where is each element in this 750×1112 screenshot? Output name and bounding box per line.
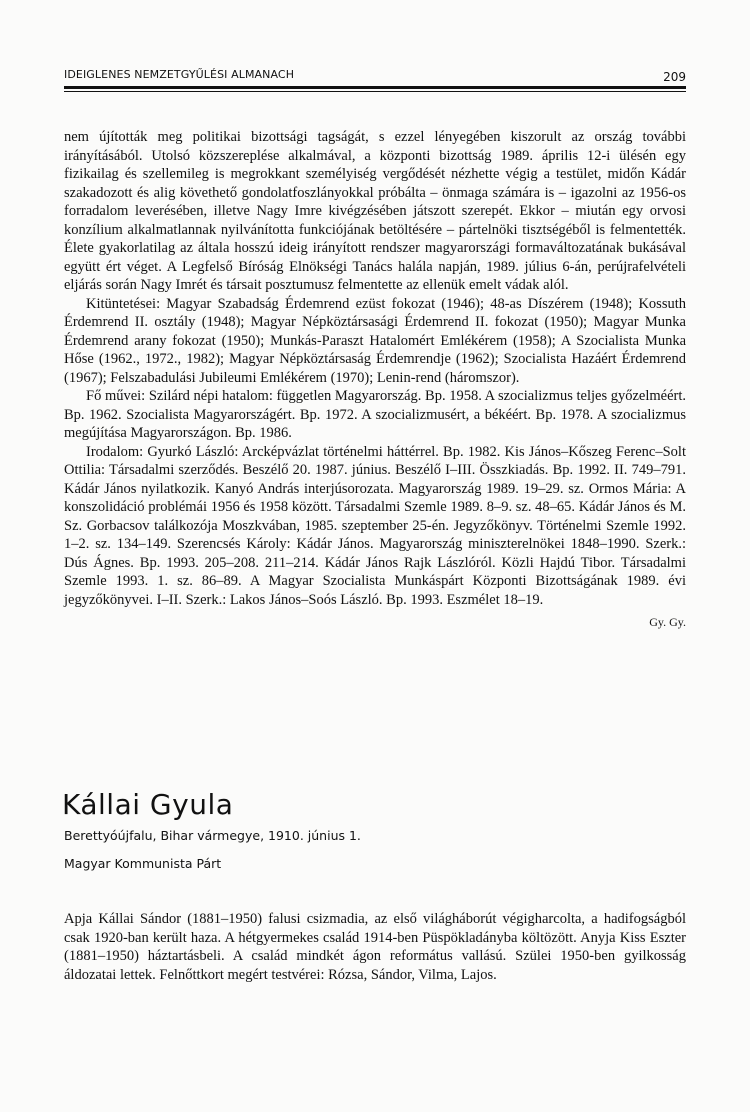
paragraph-family: Apja Kállai Sándor (1881–1950) falusi csizmadia, az első világháborút végigharcolta, a hadifogságból csak 1920-ban került haza. A hétgyermekes család 1914-ben Püspökladányba költözött. Anyja Kiss Eszter (1881–1950) háztartásbeli. A család mindkét ágon református vallású. Szülei 1950-ben gyilkosság áldozatai lettek. Felnőttkort megért testvérei: Rózsa, Sándor, Vilma, Lajos. xyxy=(64,911,686,983)
entry-party: Magyar Kommunista Párt xyxy=(64,856,222,871)
entry-birth-info: Berettyóújfalu, Bihar vármegye, 1910. június 1. xyxy=(64,828,361,843)
entry-heading: Kállai Gyula xyxy=(62,788,234,821)
paragraph-literature: Irodalom: Gyurkó László: Arcképvázlat történelmi háttérrel. Bp. 1982. Kis János–Kőszeg Ferenc–Solt Ottilia: Társadalmi szerződés. Beszélő 20. 1987. június. Beszélő I–III. Összkiadás. Bp. 1992. II. 749–791. Kádár János nyilatkozik. Kanyó András interjúsorozata. Magyarország 1989. 19–29. sz. Ormos Mária: A konszolidáció problémái 1956 és 1958 között. Társadalmi Szemle 1989. 8–9. sz. 48–65. Kádár János és M. Sz. Gorbacsov találkozója Moszkvában, 1985. szeptember 25-én. Jegyzőkönyv. Történelmi Szemle 1992. 1–2. sz. 134–149. Szerencsés Károly: Kádár János. Magyarország miniszterelnökei 1848–1990. Szerk.: Dús Ágnes. Bp. 1993. 205–208. 211–214. Kádár János Rajk Lászlóról. Közli Hajdú Tibor. Társadalmi Szemle 1993. 1. sz. 86–89. A Magyar Szocialista Munkáspárt Központi Bizottságának 1989. évi jegyzőkönyvei. I–II. Szerk.: Lakos János–Soós László. Bp. 1993. Eszmélet 18–19. xyxy=(64,443,686,608)
header-rule-thin xyxy=(64,91,686,92)
header-rule-thick xyxy=(64,86,686,89)
previous-entry-text xyxy=(64,128,686,632)
page-number: 209 xyxy=(663,70,686,84)
new-entry-text xyxy=(64,910,686,984)
paragraph-career-end: nem újították meg politikai bizottsági tagságát, s ezzel lényegében kiszorult az ország további irányításából. Utolsó közszereplése alkalmával, a központi bizottság 1989. április 12-i ülésén egy fizikailag és szellemileg is megrokkant személyiség vergődését nézhette végig a testület, midőn Kádár szakadozott és alig követhető gondolatfoszlányokkal próbálta – önmaga számára is – igazolni az 1956-os forradalom leverésében, illetve Nagy Imre kivégzésében játszott szerepét. Ekkor – miután egy orvosi konzílium alkalmatlannak nyilvánította funkciójának betöltésére – pártelnöki tisztségéből is felmentették. Élete gyakorlatilag az általa hosszú ideig irányított rendszer magyarországi formaváltozatának bukásával együtt ért véget. A Legfelső Bíróság Elnökségi Tanács halála napján, 1989. július 6-án, perújrafelvételi eljárás során Nagy Imrét és társait posztumusz felmentette az ellenük emelt vádak alól. xyxy=(64,129,686,293)
paragraph-awards: Kitüntetései: Magyar Szabadság Érdemrend ezüst fokozat (1946); 48-as Díszérem (1948); Kossuth Érdemrend II. osztály (1948); Magyar Népköztársasági Érdemrend II. fokozat (1950); Magyar Munka Érdemrend arany fokozat (1950); Munkás-Paraszt Hatalomért Emlékérem (1958); A Szocialista Munka Hőse (1962., 1972., 1982); Magyar Népköztársaság Érdemrendje (1962); Szocialista Hazáért Érdemrend (1967); Felszabadulási Jubileumi Emlékérem (1970); Lenin-rend (háromszor). xyxy=(64,295,686,386)
page-header xyxy=(64,66,686,86)
running-title: IDEIGLENES NEMZETGYŰLÉSI ALMANACH xyxy=(64,68,295,81)
paragraph-works: Fő művei: Szilárd népi hatalom: független Magyarország. Bp. 1958. A szocializmus teljes győzelméért. Bp. 1962. Szocialista Magyarországért. Bp. 1972. A szocializmusért, a békéért. Bp. 1978. A szocializmus megújítása Magyarországon. Bp. 1986. xyxy=(64,388,686,441)
author-signature: Gy. Gy. xyxy=(649,615,686,629)
